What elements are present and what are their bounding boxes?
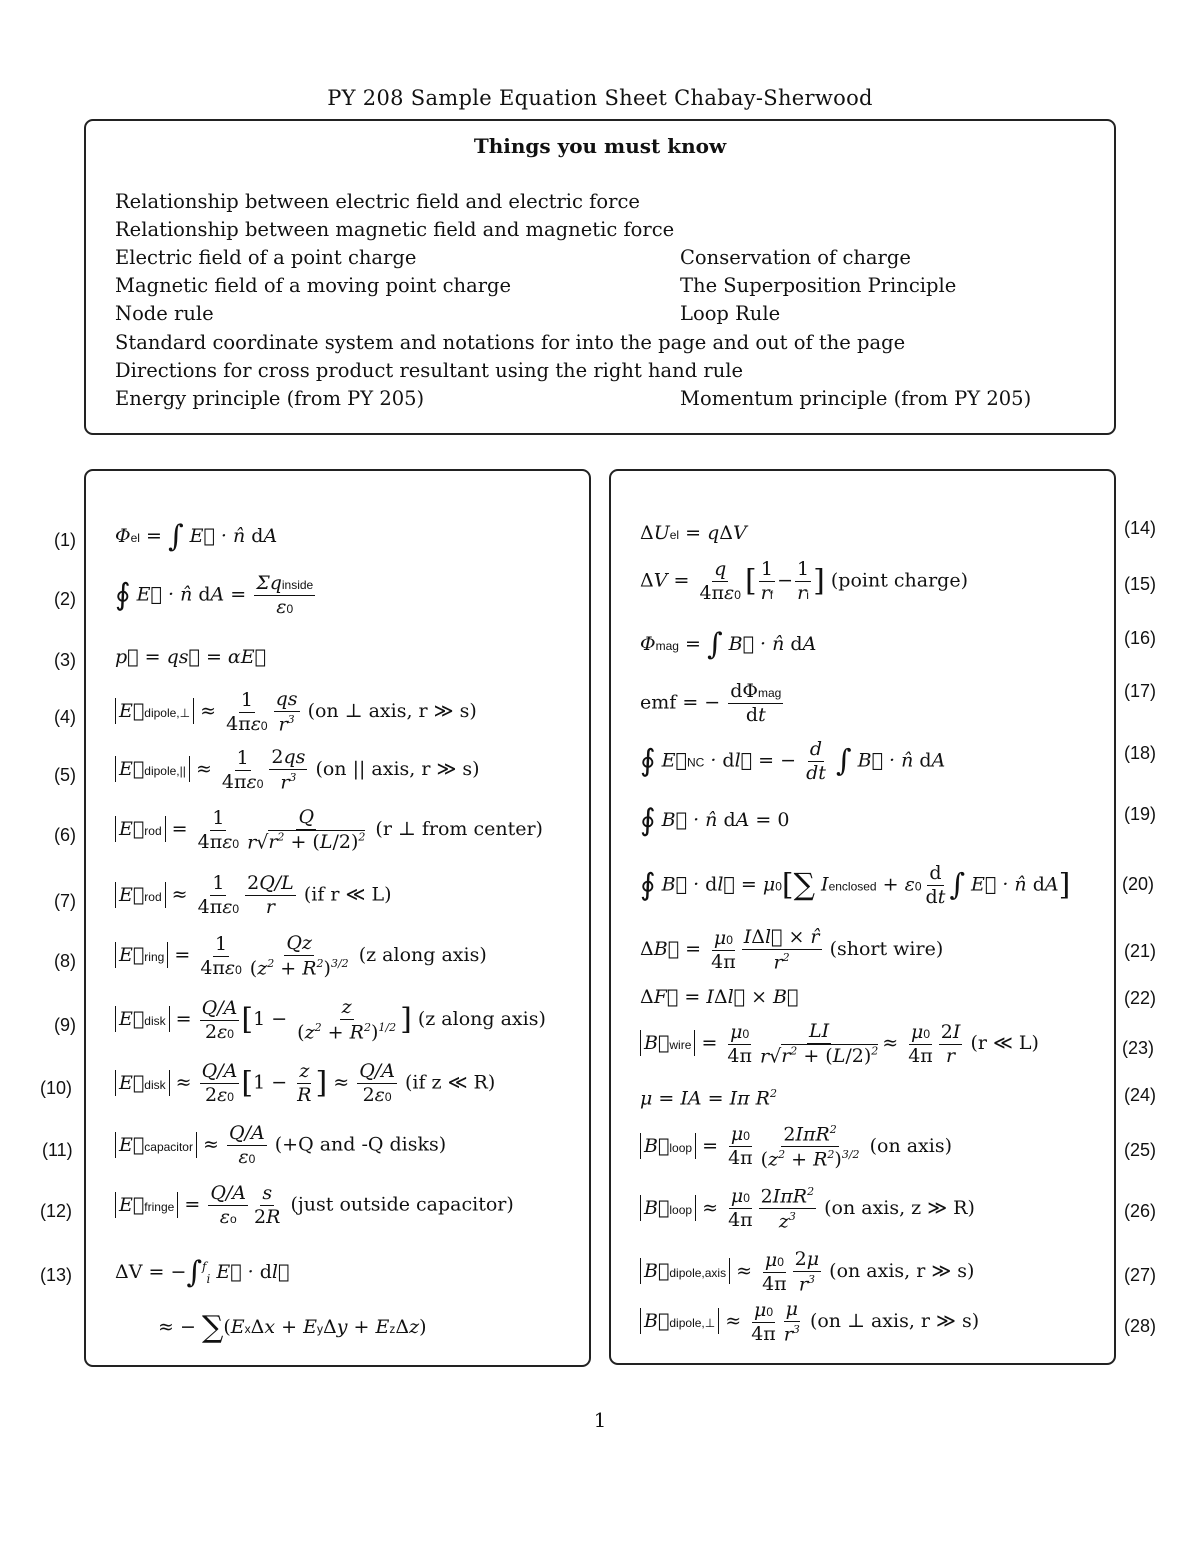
equation-number: (24): [1124, 1085, 1157, 1105]
equation-biot-savart-wire: ΔB⃗ = $\frac{\mu 0}{4\pi}$ $\frac{\text{IΔl⃗ × r̂}}{r^2}$ (short wire): [640, 926, 944, 974]
equation-number: (16): [1124, 628, 1157, 648]
equation-number: (20): [1122, 874, 1155, 894]
know-item: Energy principle (from PY 205): [115, 387, 425, 410]
know-item: Standard coordinate system and notations for into the page and out of the page: [115, 331, 906, 354]
know-item-right: Conservation of charge: [680, 246, 911, 269]
equation-ampere-maxwell: ∮ B⃗ · dl⃗ = μ0[∑ Ienclosed + ε0 $\frac{d}{dt}$ ∫ E⃗ · n̂ dA]: [640, 862, 1071, 908]
equation-electric-flux: Φel = ∫ E⃗ · n̂ dA: [115, 519, 278, 554]
equation-number: (15): [1124, 574, 1157, 594]
equation-number: (18): [1124, 743, 1157, 763]
equation-number: (4): [54, 707, 76, 727]
equation-number: (23): [1122, 1038, 1155, 1058]
know-item-right: Loop Rule: [680, 302, 781, 325]
equation-number: (7): [54, 891, 76, 911]
equation-number: (12): [40, 1201, 73, 1221]
equation-number: (10): [40, 1078, 73, 1098]
equation-number: (17): [1124, 681, 1157, 701]
equation-point-potential: ΔV = $\frac{q}{4\pi\varepsilon 0}$ [ $\frac{1}{rf}$ − $\frac{1}{ri}$ ] (point charge): [640, 558, 968, 604]
equation-rod: E⃗rod = $\frac{1}{4\pi\varepsilon 0}$ $\frac{Q}{r√r^2 + (L/2)^2}$ (r ⊥ from center): [115, 808, 543, 852]
know-item: Node rule: [115, 302, 214, 325]
know-item: Relationship between magnetic field and magnetic force: [115, 218, 675, 241]
know-item: Directions for cross product resultant using the right hand rule: [115, 359, 744, 382]
equation-disk-approx: E⃗disk ≈ $\frac{Q/A}{2\varepsilon 0}$ [1 − $\frac{z}{R}$ ] ≈ $\frac{Q/A}{2\varepsilon 0}$ (if z ≪ R): [115, 1062, 495, 1105]
equation-note: (on ⊥ axis, r ≫ s): [307, 700, 477, 723]
equation-number: (2): [54, 589, 76, 609]
equation-note: (if r ≪ L): [303, 883, 392, 906]
equation-number: (1): [54, 530, 76, 550]
equation-note: (r ⊥ from center): [375, 818, 543, 841]
know-item-right: Momentum principle (from PY 205): [680, 387, 1032, 410]
equation-note: (on ⊥ axis, r ≫ s): [809, 1310, 980, 1333]
equation-number: (25): [1124, 1140, 1157, 1160]
equation-note: (on || axis, r ≫ s): [315, 758, 480, 781]
equation-faraday: ∮ E⃗NC · dl⃗ = − $\frac{d}{dt}$ ∫ B⃗ · n̂ dA: [640, 738, 946, 784]
equation-note: (if z ≪ R): [404, 1071, 496, 1094]
equation-note: (z along axis): [417, 1008, 546, 1031]
equation-fringe: E⃗fringe = $\frac{Q/A}{\varepsilon o}$ $\frac{s}{2R}$ (just outside capacitor): [115, 1184, 514, 1227]
equation-magnetic-force: ΔF⃗ = IΔl⃗ × B⃗: [640, 986, 799, 1008]
equation-note: (point charge): [830, 569, 968, 592]
equation-magnetic-moment: μ = IA = Iπ $R^2$: [640, 1087, 777, 1110]
equation-note: (on axis): [869, 1134, 953, 1157]
equation-note: (+Q and -Q disks): [274, 1133, 447, 1156]
equation-loop-field-approx: B⃗loop ≈ $\frac{\mu 0}{4\pi}$ $\frac{2I\pi R^2}{z^3}$ (on axis, z ≫ R): [640, 1186, 975, 1232]
equation-number: (22): [1124, 988, 1157, 1008]
equation-dipole-parallel: E⃗dipole,|| ≈ $\frac{1}{4\pi\varepsilon 0}$ $\frac{2qs}{r^3}$ (on || axis, r ≫ s): [115, 748, 480, 792]
equation-note: (just outside capacitor): [290, 1193, 514, 1216]
equation-magnetic-flux: Φmag = ∫ B⃗ · n̂ dA: [640, 627, 817, 662]
know-item: Magnetic field of a moving point charge: [115, 274, 512, 297]
equation-potential-difference: ΔV = −∫$^f_i$ E⃗ · dl⃗: [115, 1255, 290, 1290]
equation-note: (on axis, r ≫ s): [829, 1260, 975, 1283]
equation-wire-field: B⃗wire = $\frac{\mu 0}{4\pi}$ $\frac{LI}{r√r^2 + (L/2)^2}$ ≈ $\frac{\mu 0}{4\pi}$ $\frac{2I}{r}$ (r ≪ L): [640, 1022, 1039, 1066]
equation-number: (19): [1124, 804, 1157, 824]
equation-number: (8): [54, 951, 76, 971]
page-title: PY 208 Sample Equation Sheet Chabay-Sherwood: [327, 86, 873, 110]
equation-number: (6): [54, 825, 76, 845]
know-item-right: The Superposition Principle: [680, 274, 957, 297]
equation-gauss-law: ∮ E⃗ · n̂ dA = $\frac{\text{Σqinside}}{\varepsilon 0}$: [115, 572, 314, 618]
equation-emf: emf = − $\frac{\text{dΦmag}}{dt}$: [640, 680, 782, 726]
equation-dipole-perp: E⃗dipole,⊥ ≈ $\frac{1}{4\pi\varepsilon 0}$ $\frac{qs}{r^3}$ (on ⊥ axis, r ≫ s): [115, 690, 477, 734]
equation-disk: E⃗disk = $\frac{Q/A}{2\varepsilon 0}$ [1 − $\frac{z}{(z^2 + R^2)^{1/2}}$ ] (z along axis): [115, 998, 546, 1042]
equation-number: (21): [1124, 941, 1157, 961]
equation-number: (3): [54, 650, 76, 670]
equation-loop-field: B⃗loop = $\frac{\mu 0}{4\pi}$ $\frac{2I\pi R^2}{(z^2 + R^2)^{3/2}}$ (on axis): [640, 1124, 952, 1170]
equation-number: (9): [54, 1015, 76, 1035]
equation-number: (5): [54, 765, 76, 785]
equation-gauss-magnetism: ∮ B⃗ · n̂ dA = 0: [640, 803, 790, 838]
equation-magnetic-dipole-perp: B⃗dipole,⊥ ≈ $\frac{\mu 0}{4\pi}$ $\frac{\mu}{r^3}$ (on ⊥ axis, r ≫ s): [640, 1300, 979, 1344]
equation-potential-energy: ΔUel = qΔV: [640, 522, 747, 544]
equation-note: (short wire): [829, 938, 944, 961]
equation-ring: E⃗ring = $\frac{1}{4\pi\varepsilon 0}$ $\frac{Qz}{(z^2 + R^2)^{3/2}}$ (z along axis): [115, 934, 487, 978]
must-know-heading: Things you must know: [473, 134, 727, 158]
equation-number: (27): [1124, 1265, 1157, 1285]
equation-number: (28): [1124, 1316, 1157, 1336]
equation-capacitor: E⃗capacitor ≈ $\frac{Q/A}{\varepsilon 0}$ (+Q and -Q disks): [115, 1124, 446, 1167]
know-item: Electric field of a point charge: [115, 246, 417, 269]
page-number: 1: [593, 1408, 607, 1432]
know-item: Relationship between electric field and electric force: [115, 190, 640, 213]
equation-number: (11): [42, 1140, 73, 1160]
equation-potential-sum: ≈ − ∑(ExΔx + EyΔy + EzΔz): [158, 1310, 427, 1345]
equation-number: (14): [1124, 518, 1157, 538]
equation-rod-approx: E⃗rod ≈ $\frac{1}{4\pi\varepsilon 0}$ $\frac{2Q/L}{r}$ (if r ≪ L): [115, 874, 392, 917]
equation-number: (26): [1124, 1201, 1157, 1221]
equation-number: (13): [40, 1265, 73, 1285]
equation-note: (z along axis): [358, 944, 487, 967]
equation-note: (r ≪ L): [970, 1032, 1039, 1055]
equation-magnetic-dipole-axis: B⃗dipole,axis ≈ $\frac{\mu 0}{4\pi}$ $\frac{2\mu}{r^3}$ (on axis, r ≫ s): [640, 1250, 974, 1294]
equation-dipole-moment: p⃗ = qs⃗ = αE⃗: [115, 646, 267, 668]
equation-note: (on axis, z ≫ R): [824, 1196, 975, 1219]
